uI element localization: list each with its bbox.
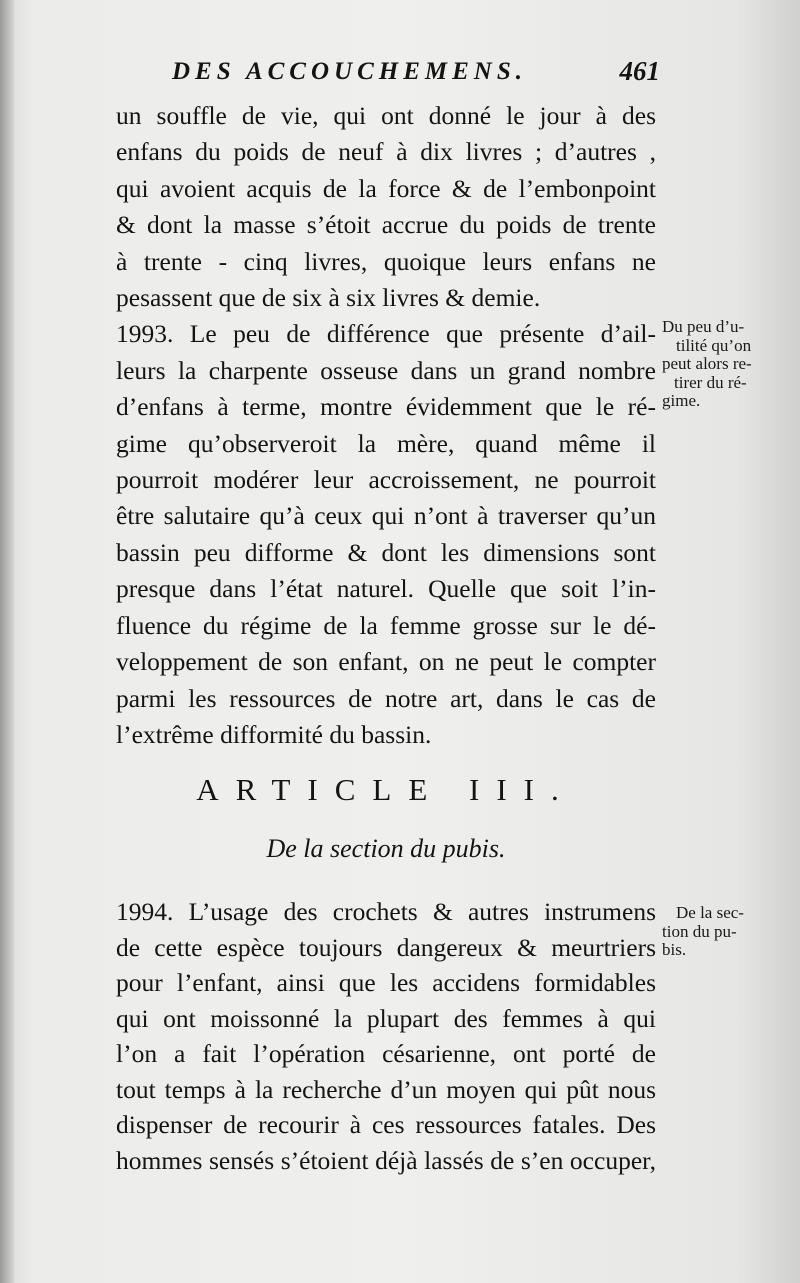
margin-note-line: bis. xyxy=(662,940,687,959)
text-line: parmi les ressources de notre art, dans le cas de xyxy=(116,683,656,713)
margin-note-pubis xyxy=(662,904,794,960)
margin-note-line: tilité qu’on xyxy=(676,335,752,355)
text-line: de cette espèce toujours dangereux & meurtriers xyxy=(116,932,656,962)
text-line: enfans du poids de neuf à dix livres ; d’autres , xyxy=(116,137,656,167)
text-line: pourroit modérer leur accroissement, ne pourroit xyxy=(116,465,656,495)
text-line: qui avoient acquis de la force & de l’embonpoint xyxy=(116,173,656,203)
text-line: être salutaire qu’à ceux qui n’ont à traverser qu’un xyxy=(116,501,656,531)
text-line: un souffle de vie, qui ont donné le jour à des xyxy=(116,101,656,130)
text-line: hommes sensés s’étoient déjà lassés de s’en occuper, xyxy=(116,1145,656,1175)
page-gutter-shadow xyxy=(0,0,14,1283)
margin-note-line: tirer du ré- xyxy=(674,372,747,392)
text-line: l’extrême difformité du bassin. xyxy=(116,719,432,749)
margin-note-regime xyxy=(662,318,794,411)
margin-note-line: gime. xyxy=(662,391,701,410)
text-line: pesassent que de six à six livres & demie. xyxy=(116,283,541,313)
section-heading: De la section du pubis. xyxy=(266,834,506,863)
text-line: 1993. Le peu de différence que présente d’ail- xyxy=(116,319,656,349)
article-heading: ARTICLE III. xyxy=(196,772,576,807)
text-line: presque dans l’état naturel. Quelle que soit l’in- xyxy=(116,574,656,604)
margin-note-line: De la sec- xyxy=(676,903,744,922)
page-header xyxy=(172,52,660,92)
text-line: d’enfans à terme, montre évidemment que le ré- xyxy=(116,392,656,422)
text-line: à trente - cinq livres, quoique leurs enfans ne xyxy=(116,246,656,276)
text-line: leurs la charpente osseuse dans un grand nombre xyxy=(116,355,656,385)
text-line: 1994. L’usage des crochets & autres instrumens xyxy=(116,897,656,926)
text-line: qui ont moissonné la plupart des femmes à qui xyxy=(116,1003,656,1033)
body-text-block-2 xyxy=(116,894,656,1178)
body-text-block xyxy=(116,98,656,753)
text-line: l’on a fait l’opération césarienne, ont porté de xyxy=(116,1039,656,1068)
text-line: bassin peu difforme & dont les dimensions sont xyxy=(116,537,656,567)
text-line: pour l’enfant, ainsi que les accidens formidables xyxy=(116,968,656,997)
text-line: & dont la masse s’étoit accrue du poids de trente xyxy=(116,210,656,240)
running-head: DES ACCOUCHEMENS. xyxy=(172,58,527,85)
text-line: fluence du régime de la femme grosse sur le dé- xyxy=(116,610,656,640)
text-line: dispenser de recourir à ces ressources fatales. Des xyxy=(116,1110,656,1139)
text-line: veloppement de son enfant, on ne peut le compter xyxy=(116,647,656,677)
margin-note-line: Du peu d’u- xyxy=(662,317,745,336)
page-number: 461 xyxy=(619,56,660,86)
margin-note-line: tion du pu- xyxy=(662,921,737,941)
margin-note-line: peut alors re- xyxy=(662,354,752,373)
text-line: gime qu’observeroit la mère, quand même il xyxy=(116,428,656,458)
text-line: tout temps à la recherche d’un moyen qui pût nous xyxy=(116,1074,656,1104)
